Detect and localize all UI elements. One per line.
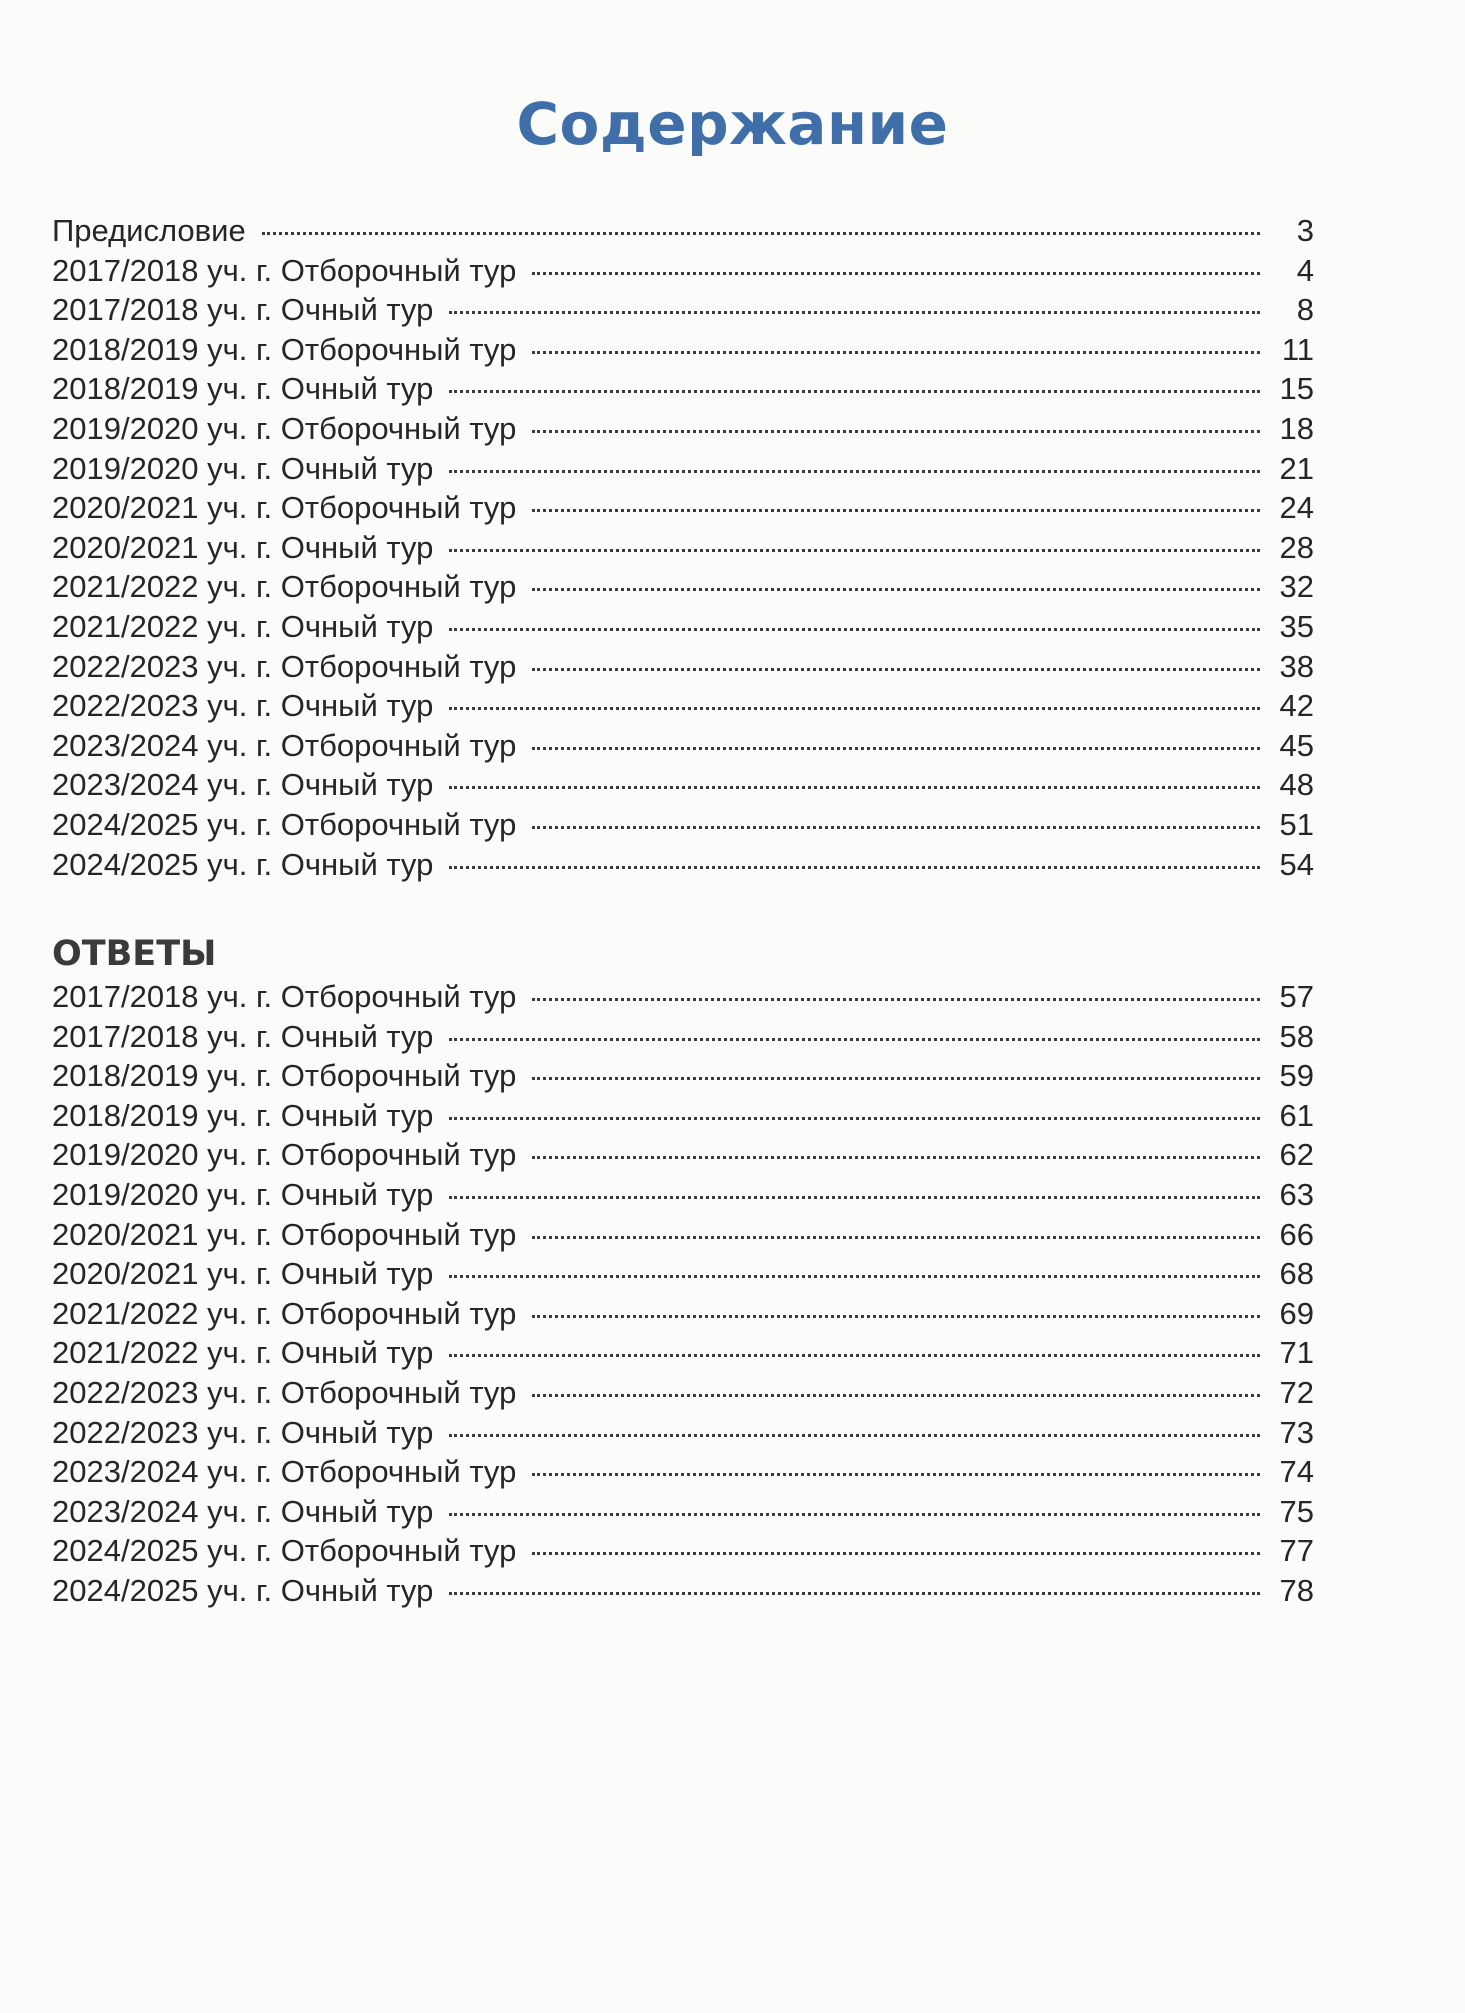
dot-leader [532,430,1260,433]
toc-entry-page-number: 24 [1279,490,1314,526]
answers-heading: ОТВЕТЫ [52,934,217,974]
toc-entry[interactable] [52,805,1314,845]
toc-entry-title: 2024/2025 уч. г. Очный тур [52,846,434,882]
toc-entry-page-number: 21 [1279,450,1314,486]
toc-entry[interactable] [52,977,1314,1017]
dot-leader [532,1394,1260,1397]
toc-entry[interactable] [52,726,1314,766]
dot-leader [532,1077,1260,1080]
toc-entry-title: 2017/2018 уч. г. Отборочный тур [52,252,517,288]
toc-entry-page-number: 32 [1279,569,1314,605]
dot-leader [449,470,1260,473]
dot-leader [532,747,1260,750]
page-title: Содержание [516,90,949,158]
toc-entry-page-number: 59 [1279,1058,1314,1094]
dot-leader [532,998,1260,1001]
toc-entry-title: 2017/2018 уч. г. Очный тур [52,292,434,328]
toc-entry-title: 2024/2025 уч. г. Отборочный тур [52,1533,517,1569]
dot-leader [449,1275,1260,1278]
toc-entry-page-number: 72 [1279,1374,1314,1410]
toc-entry-page-number: 15 [1279,371,1314,407]
toc-entry-title: 2017/2018 уч. г. Очный тур [52,1018,434,1054]
toc-entry-title: 2018/2019 уч. г. Очный тур [52,371,434,407]
toc-entry-page-number: 61 [1279,1097,1314,1133]
dot-leader [532,351,1260,354]
dot-leader [449,1434,1260,1437]
toc-entry-page-number: 69 [1279,1295,1314,1331]
toc-entry[interactable] [52,290,1314,330]
toc-entry-page-number: 68 [1279,1256,1314,1292]
toc-entry-page-number: 4 [1296,252,1314,288]
toc-entry-page-number: 48 [1279,767,1314,803]
dot-leader [449,1592,1260,1595]
toc-entry-title: 2017/2018 уч. г. Отборочный тур [52,979,517,1014]
toc-entry-page-number: 73 [1279,1414,1314,1450]
toc-entry-page-number: 75 [1279,1493,1314,1529]
toc-entry[interactable] [52,1413,1314,1453]
dot-leader [532,1473,1260,1476]
contents-list [52,211,1314,884]
toc-entry-title: 2019/2020 уч. г. Отборочный тур [52,410,517,446]
toc-entry-title: 2020/2021 уч. г. Отборочный тур [52,490,517,526]
dot-leader [449,1354,1260,1357]
dot-leader [532,1315,1260,1318]
toc-entry[interactable] [52,1333,1314,1373]
toc-entry[interactable] [52,528,1314,568]
toc-entry-page-number: 71 [1279,1335,1314,1371]
toc-entry-title: 2019/2020 уч. г. Очный тур [52,450,434,486]
dot-leader [449,1038,1260,1041]
toc-entry[interactable] [52,1492,1314,1532]
toc-entry[interactable] [52,1175,1314,1215]
toc-entry[interactable] [52,1056,1314,1096]
toc-entry-page-number: 78 [1279,1572,1314,1608]
toc-entry-title: 2021/2022 уч. г. Очный тур [52,608,434,644]
toc-entry-page-number: 45 [1279,727,1314,763]
toc-entry-page-number: 54 [1279,846,1314,882]
dot-leader [449,1196,1260,1199]
toc-entry-title: 2021/2022 уч. г. Очный тур [52,1335,434,1371]
toc-entry[interactable] [52,607,1314,647]
dot-leader [449,1117,1260,1120]
toc-entry[interactable] [52,647,1314,687]
toc-entry[interactable] [52,1215,1314,1255]
toc-entry-page-number: 57 [1279,979,1314,1014]
toc-entry-title: 2019/2020 уч. г. Отборочный тур [52,1137,517,1173]
toc-entry-page-number: 35 [1279,608,1314,644]
toc-entry-title: 2021/2022 уч. г. Отборочный тур [52,569,517,605]
dot-leader [449,866,1260,869]
toc-entry[interactable] [52,1135,1314,1175]
dot-leader [449,390,1260,393]
toc-entry[interactable] [52,1096,1314,1136]
toc-entry-title: 2023/2024 уч. г. Очный тур [52,1493,434,1529]
toc-entry-title: 2023/2024 уч. г. Отборочный тур [52,1454,517,1490]
toc-entry-title: 2020/2021 уч. г. Очный тур [52,1256,434,1292]
dot-leader [449,786,1260,789]
toc-entry[interactable] [52,765,1314,805]
dot-leader [532,1552,1260,1555]
toc-entry-title: 2024/2025 уч. г. Очный тур [52,1572,434,1608]
dot-leader [449,549,1260,552]
toc-entry-title: 2021/2022 уч. г. Отборочный тур [52,1295,517,1331]
toc-entry[interactable] [52,449,1314,489]
toc-entry-page-number: 3 [1296,213,1314,248]
toc-entry-page-number: 8 [1296,292,1314,328]
toc-entry-page-number: 11 [1281,331,1314,367]
toc-entry-title: 2022/2023 уч. г. Отборочный тур [52,1374,517,1410]
toc-entry-page-number: 28 [1279,529,1314,565]
toc-entry-title: 2020/2021 уч. г. Отборочный тур [52,1216,517,1252]
toc-entry[interactable] [52,1017,1314,1057]
toc-entry[interactable] [52,488,1314,528]
dot-leader [532,1156,1260,1159]
dot-leader [532,668,1260,671]
dot-leader [532,272,1260,275]
toc-entry[interactable] [52,845,1314,885]
toc-entry[interactable] [52,1531,1314,1571]
toc-entry-page-number: 42 [1279,688,1314,724]
toc-entry-title: 2022/2023 уч. г. Отборочный тур [52,648,517,684]
dot-leader [532,826,1260,829]
toc-entry[interactable] [52,1254,1314,1294]
toc-entry[interactable] [52,1452,1314,1492]
toc-entry[interactable] [52,1294,1314,1334]
dot-leader [449,311,1260,314]
toc-entry-page-number: 62 [1279,1137,1314,1173]
toc-entry-title: 2018/2019 уч. г. Отборочный тур [52,331,517,367]
toc-entry-title: 2024/2025 уч. г. Отборочный тур [52,806,517,842]
dot-leader [262,232,1260,235]
toc-entry-page-number: 63 [1279,1176,1314,1212]
toc-entry[interactable] [52,686,1314,726]
toc-entry[interactable] [52,1571,1314,1611]
toc-entry[interactable] [52,1373,1314,1413]
toc-entry-page-number: 66 [1279,1216,1314,1252]
toc-entry-title: Предисловие [52,213,246,248]
toc-entry-page-number: 77 [1279,1533,1314,1569]
toc-entry-title: 2022/2023 уч. г. Очный тур [52,1414,434,1450]
dot-leader [532,1236,1260,1239]
toc-entry[interactable] [52,369,1314,409]
dot-leader [532,509,1260,512]
toc-entry-title: 2018/2019 уч. г. Отборочный тур [52,1058,517,1094]
toc-entry-page-number: 51 [1279,806,1314,842]
toc-entry-title: 2020/2021 уч. г. Очный тур [52,529,434,565]
toc-entry-title: 2018/2019 уч. г. Очный тур [52,1097,434,1133]
toc-entry-title: 2023/2024 уч. г. Очный тур [52,767,434,803]
toc-entry[interactable] [52,567,1314,607]
dot-leader [449,628,1260,631]
toc-entry-title: 2019/2020 уч. г. Очный тур [52,1176,434,1212]
toc-entry[interactable] [52,330,1314,370]
toc-entry[interactable] [52,409,1314,449]
toc-entry-page-number: 58 [1279,1018,1314,1054]
toc-entry-title: 2022/2023 уч. г. Очный тур [52,688,434,724]
toc-entry[interactable] [52,211,1314,251]
dot-leader [449,1513,1260,1516]
dot-leader [532,588,1260,591]
toc-entry-page-number: 18 [1279,410,1314,446]
dot-leader [449,707,1260,710]
answers-list [52,977,1314,1611]
toc-entry-title: 2023/2024 уч. г. Отборочный тур [52,727,517,763]
toc-entry-page-number: 74 [1279,1454,1314,1490]
toc-entry-page-number: 38 [1279,648,1314,684]
toc-entry[interactable] [52,251,1314,291]
